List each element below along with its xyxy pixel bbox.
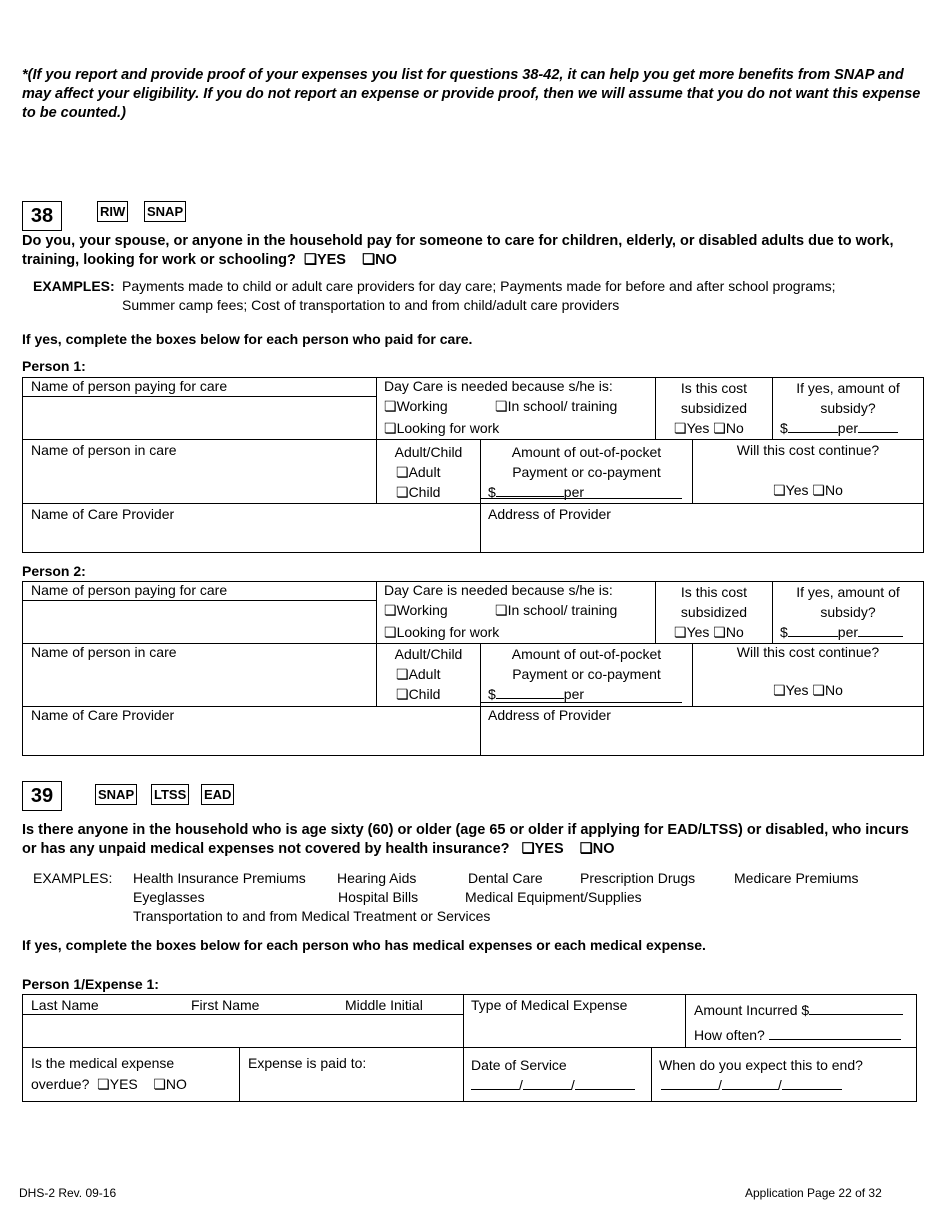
subsidized-label: Is this cost subsidized [680, 584, 748, 620]
child-checkbox[interactable]: ❏ Child [396, 684, 440, 704]
example-item: Medical Equipment/Supplies [465, 889, 642, 905]
name-in-care-label: Name of person in care [31, 442, 177, 458]
in-school-checkbox[interactable]: ❏ In school/ training [495, 396, 617, 416]
page-number: Application Page 22 of 32 [745, 1186, 882, 1200]
example-item: Dental Care [468, 870, 543, 886]
q38-examples-label: EXAMPLES: [33, 278, 115, 294]
care-provider-label: Name of Care Provider [31, 707, 175, 723]
tag-snap: SNAP [144, 201, 186, 222]
q38-no-checkbox[interactable]: ❏ NO [350, 252, 397, 268]
tag-snap: SNAP [95, 784, 137, 805]
will-continue-label: Will this cost continue? [736, 442, 880, 458]
out-of-pocket-field[interactable]: $ per [488, 686, 585, 702]
name-in-care-label: Name of person in care [31, 644, 177, 660]
name-paying-label: Name of person paying for care [31, 378, 228, 394]
example-item: Prescription Drugs [580, 870, 696, 886]
name-paying-label: Name of person paying for care [31, 582, 228, 598]
question-number-38: 38 [22, 201, 62, 231]
middle-initial-label: Middle Initial [345, 997, 423, 1013]
question-number-39: 39 [22, 781, 62, 811]
amount-incurred-field[interactable]: Amount Incurred $ [694, 1000, 903, 1020]
daycare-needed-label: Day Care is needed because s/he is: [384, 378, 613, 394]
provider-address-label: Address of Provider [488, 707, 611, 723]
subsidy-amount-label: If yes, amount of subsidy? [796, 584, 900, 620]
tag-ltss: LTSS [151, 784, 189, 805]
daycare-needed-label: Day Care is needed because s/he is: [384, 582, 613, 598]
example-item: Transportation to and from Medical Treatment or Services [133, 908, 491, 924]
subsidy-amount-field[interactable]: $ per [780, 622, 903, 642]
date-of-service-label: Date of Service [471, 1057, 567, 1073]
working-checkbox[interactable]: ❏ Working [384, 396, 448, 416]
example-item: Health Insurance Premiums [133, 870, 306, 886]
person-1-expense-1-label: Person 1/Expense 1: [22, 976, 159, 992]
out-of-pocket-label: Amount of out-of-pocket Payment or co-payment [511, 444, 662, 480]
subsidy-amount-field[interactable]: $ per [780, 418, 898, 438]
example-item: Eyeglasses [133, 889, 205, 905]
q39-examples-label: EXAMPLES: [33, 870, 113, 886]
subsidized-yes-no[interactable]: ❏ Yes ❏ No [674, 622, 744, 642]
person-1-label: Person 1: [22, 358, 86, 374]
example-item: Hospital Bills [338, 889, 419, 905]
care-provider-label: Name of Care Provider [31, 506, 175, 522]
person-2-label: Person 2: [22, 563, 86, 579]
subsidized-label: Is this cost subsidized [680, 380, 748, 416]
name-paying-field[interactable] [23, 396, 375, 438]
looking-work-checkbox[interactable]: ❏ Looking for work [384, 622, 499, 642]
out-of-pocket-field[interactable]: $ per [488, 484, 585, 500]
in-school-checkbox[interactable]: ❏ In school/ training [495, 600, 617, 620]
example-item: Hearing Aids [337, 870, 417, 886]
care-table-person-1 [22, 377, 924, 553]
name-paying-field[interactable] [23, 600, 375, 642]
subsidy-amount-label: If yes, amount of subsidy? [796, 380, 900, 416]
q39-yes-checkbox[interactable]: ❏ YES [514, 841, 564, 857]
provider-address-label: Address of Provider [488, 506, 611, 522]
question-39-label: Is there anyone in the household who is age sixty (60) or older (age 65 or older if applying for EAD/LTSS) or disabled, who incurs or has any unpaid medical expenses not covered by health insurance? [22, 822, 909, 857]
question-38-text [22, 232, 927, 270]
form-id: DHS-2 Rev. 09-16 [19, 1186, 117, 1200]
will-continue-yes-no[interactable]: ❏ Yes ❏ No [693, 480, 923, 500]
first-name-label: First Name [191, 997, 260, 1013]
q38-instruction: If yes, complete the boxes below for each person who paid for care. [22, 331, 473, 347]
adult-checkbox[interactable]: ❏ Adult [396, 462, 440, 482]
intro-note: *(If you report and provide proof of your expenses you list for questions 38-42, it can help you get more benefits from SNAP and may affect your eligibility. If you do not report an expense or provide proof, then we will assume that you do not want this expense to be counted.) [22, 67, 921, 121]
overdue-label: Is the medical expense [31, 1055, 175, 1071]
q38-examples-line1: Payments made to child or adult care providers for day care; Payments made for before and after school programs; [122, 278, 836, 294]
paid-to-label: Expense is paid to: [248, 1055, 367, 1071]
looking-work-checkbox[interactable]: ❏ Looking for work [384, 418, 499, 438]
out-of-pocket-label: Amount of out-of-pocket Payment or co-payment [511, 646, 662, 682]
working-checkbox[interactable]: ❏ Working [384, 600, 448, 620]
adult-checkbox[interactable]: ❏ Adult [396, 664, 440, 684]
q39-no-checkbox[interactable]: ❏ NO [568, 841, 615, 857]
date-of-service-field[interactable]: / / [471, 1075, 635, 1095]
care-table-person-2 [22, 581, 924, 756]
type-expense-label: Type of Medical Expense [471, 997, 628, 1013]
q39-instruction: If yes, complete the boxes below for each person who has medical expenses or each medical expense. [22, 937, 706, 953]
will-continue-yes-no[interactable]: ❏ Yes ❏ No [693, 680, 923, 700]
question-39-text [22, 821, 927, 859]
medical-expense-table [22, 994, 917, 1102]
expect-end-label: When do you expect this to end? [659, 1057, 863, 1073]
example-item: Medicare Premiums [734, 870, 859, 886]
adult-child-label: Adult/Child [394, 646, 463, 662]
adult-child-label: Adult/Child [394, 444, 463, 460]
question-38-label: Do you, your spouse, or anyone in the household pay for someone to care for children, elderly, or disabled adults due to work, training, looking for work or schooling? [22, 233, 894, 268]
tag-ead: EAD [201, 784, 234, 805]
subsidized-yes-no[interactable]: ❏ Yes ❏ No [674, 418, 744, 438]
overdue-yes-no[interactable]: overdue? ❏ YES ❏ NO [31, 1074, 187, 1094]
last-name-label: Last Name [31, 997, 99, 1013]
q38-yes-checkbox[interactable]: ❏ YES [300, 252, 346, 268]
will-continue-label: Will this cost continue? [736, 644, 880, 660]
tag-riw: RIW [97, 201, 128, 222]
q38-examples-line2: Summer camp fees; Cost of transportation to and from child/adult care providers [122, 297, 620, 313]
how-often-field[interactable]: How often? [694, 1025, 901, 1045]
child-checkbox[interactable]: ❏ Child [396, 482, 440, 502]
expect-end-field[interactable]: / / [661, 1075, 842, 1095]
